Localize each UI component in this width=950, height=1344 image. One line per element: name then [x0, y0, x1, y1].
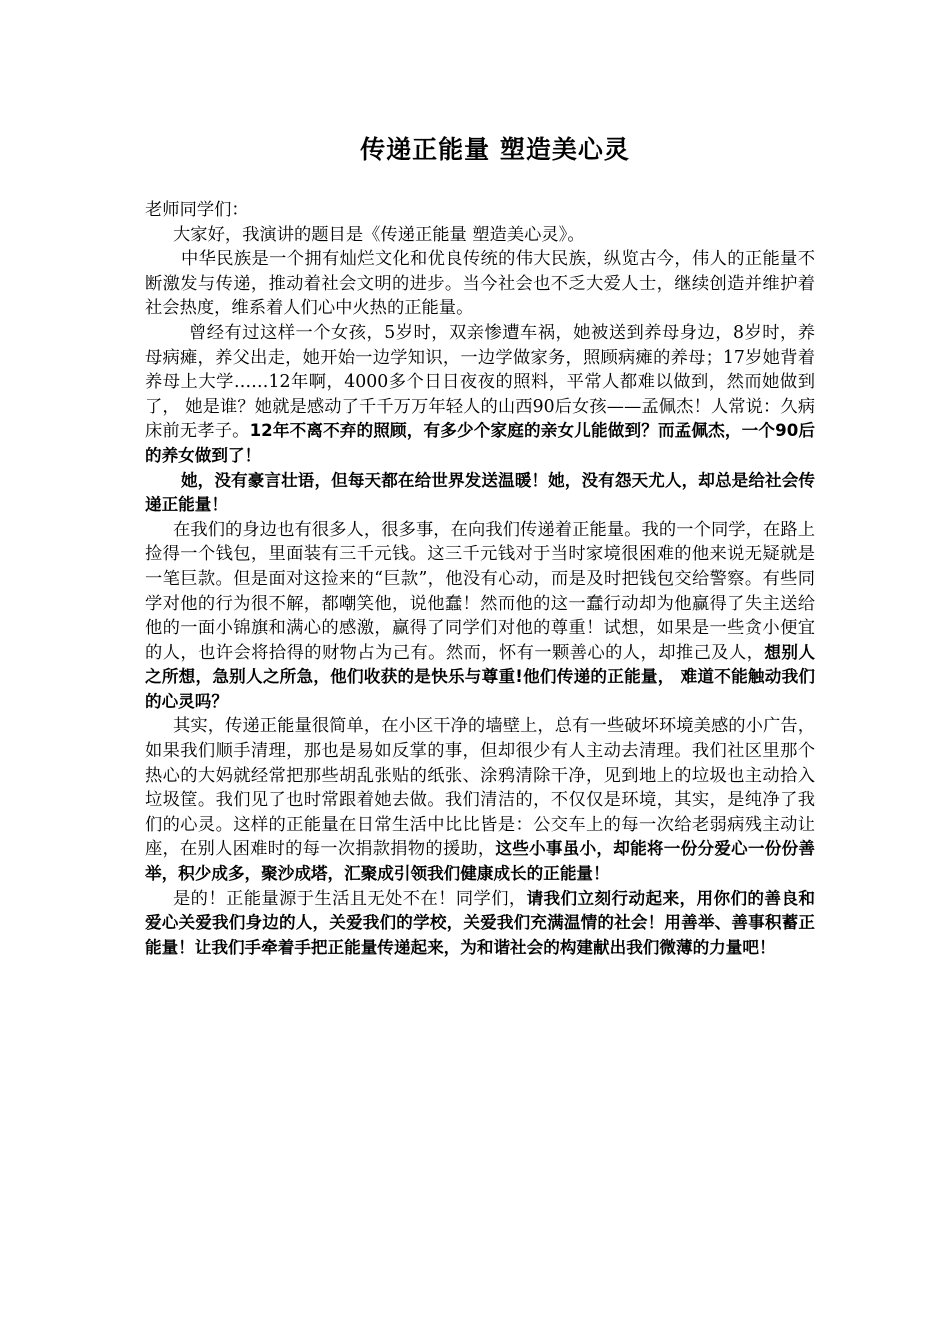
- conclusion-text: 是的！正能量源于生活且无处不在！同学们，: [173, 888, 527, 909]
- paragraph-community: [145, 714, 815, 886]
- paragraph-story: [145, 321, 815, 469]
- classmate-emphasis: 想别人之所想，急别人之所急，他们收获的是快乐与尊重!他们传递的正能量， 难道不能触动我们的心灵吗？: [145, 642, 815, 711]
- salutation: 老师同学们：: [145, 200, 249, 220]
- community-text: 其实，传递正能量很简单，在小区干净的墙壁上，总有一些破坏环境美感的小广告，如果我们顺手清理，那也是易如反掌的事，但却很少有人主动去清理。我们社区里那个热心的大妈就经常把那些胡乱张贴的纸张、涂鸦清除干净，见到地上的垃圾也主动拾入垃圾筐。我们见了也时常跟着她去做。我们清洁的，不仅仅是环境，其实，是纯净了我们的心灵。这样的正能量在日常生活中比比皆是：公交车上的每一次给老弱病残主动让座，在别人困难时的每一次捐款捐物的援助，: [145, 716, 815, 860]
- speech-body: [145, 198, 815, 960]
- paragraph-conclusion: [145, 887, 815, 961]
- story-text: 曾经有过这样一个女孩，5岁时，双亲惨遭车祸，她被送到养母身边，8岁时，养母病瘫，养父出走，她开始一边学知识，一边学做家务，照顾病瘫的养母；17岁她背着养母上大学……12年啊，4000多个日日夜夜的照料，平常人都难以做到，然而她做到了， 她是谁？她就是感动了千千万万年轻人的山西90后女孩——孟佩杰！人常说：久病床前无孝子。: [145, 322, 815, 442]
- paragraph-nation: 中华民族是一个拥有灿烂文化和优良传统的伟大民族，纵览古今，伟人的正能量不断激发与传递，推动着社会文明的进步。当今社会也不乏大爱人士，继续创造并维护着社会热度，维系着人们心中火热的正能量。: [145, 249, 815, 319]
- paragraph-tribute: 她，没有豪言壮语，但每天都在给世界发送温暖！她，没有怨天尤人，却总是给社会传递正能量！: [145, 470, 815, 515]
- paragraph-greeting: 大家好，我演讲的题目是《传递正能量 塑造美心灵》。: [173, 224, 585, 245]
- community-emphasis: 这些小事虽小，却能将一份分爱心一份份善举，积少成多，聚沙成塔，汇聚成引领我们健康成长的正能量！: [145, 839, 815, 884]
- story-emphasis: 12年不离不弃的照顾，有多少个家庭的亲女儿能做到？而孟佩杰，一个90后的养女做到了！: [145, 421, 815, 465]
- page-title: 传递正能量 塑造美心灵: [360, 135, 630, 164]
- classmate-text: 在我们的身边也有很多人，很多事，在向我们传递着正能量。我的一个同学，在路上捡得一个钱包，里面装有三千元钱。这三千元钱对于当时家境很困难的他来说无疑就是一笔巨款。但是面对这捡来的“巨款”，他没有心动，而是及时把钱包交给警察。有些同学对他的行为很不解，都嘲笑他，说他蠢！然而他的这一蠢行动却为他赢得了失主送给他的一面小锦旗和满心的感激，赢得了同学们对他的尊重！试想，如果是一些贪小便宜的人，也许会将拾得的财物占为己有。然而，怀有一颗善心的人，却推己及人，: [145, 519, 815, 663]
- conclusion-emphasis: 请我们立刻行动起来，用你们的善良和爱心关爱我们身边的人，关爱我们的学校，关爱我们充满温情的社会！用善举、善事积蓄正能量！让我们手牵着手把正能量传递起来，为和谐社会的构建献出我们微薄的力量吧！: [145, 888, 815, 957]
- paragraph-classmate: [145, 518, 815, 715]
